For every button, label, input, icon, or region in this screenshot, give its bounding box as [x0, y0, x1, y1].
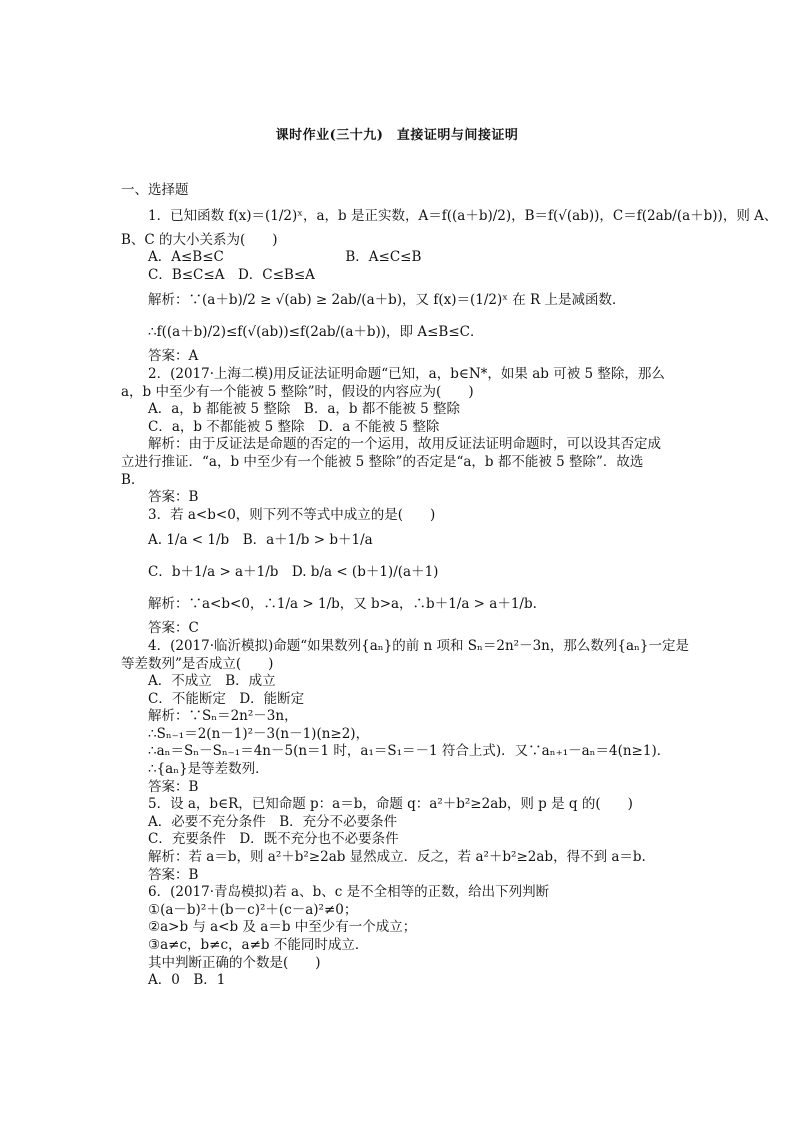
text-line: 答案：B — [148, 489, 199, 506]
text-line: A．A≤B≤C B．A≤C≤B — [148, 249, 422, 266]
text-line: 解析：∵Sₙ＝2n²－3n， — [148, 708, 298, 725]
text-line: B. — [121, 471, 136, 488]
text-line: 答案：C — [148, 620, 199, 637]
text-line: ①(a－b)²＋(b－c)²＋(c－a)²≠0； — [148, 901, 358, 918]
text-line: 立进行推证．“a，b 中至少有一个能被 5 整除”的否定是“a，b 都不能被 5 整除”．故选 — [121, 453, 644, 470]
text-line: B、C 的大小关系为( ) — [121, 231, 278, 248]
text-line: ∴aₙ＝Sₙ－Sₙ₋₁＝4n－5(n＝1 时，a₁＝S₁＝－1 符合上式)．又∵aₙ₊₁－aₙ＝4(n≥1)． — [148, 743, 671, 760]
text-line: 解析：∵(a＋b)/2 ≥ √(ab) ≥ 2ab/(a＋b)，又 f(x)＝(1/2)ˣ 在 R 上是减函数． — [148, 292, 626, 309]
text-line: 6．(2017·青岛模拟)若 a、b、c 是不全相等的正数，给出下列判断 — [148, 884, 550, 901]
text-line: A. 1/a < 1/b B．a＋1/b > b＋1/a — [148, 532, 373, 549]
text-line: A．a，b 都能被 5 整除 B．a，b 都不能被 5 整除 — [148, 401, 460, 418]
text-line: 答案：B — [148, 778, 199, 795]
text-line: 等差数列”是否成立( ) — [121, 655, 274, 672]
text-line: a，b 中至少有一个能被 5 整除”时，假设的内容应为( ) — [121, 383, 474, 400]
text-line: C．不能断定 D．能断定 — [148, 690, 305, 707]
text-line: C．b＋1/a > a＋1/b D. b/a < (b＋1)/(a＋1) — [148, 564, 439, 581]
text-line: 解析：∵a<b<0，∴1/a > 1/b，又 b>a，∴b＋1/a > a＋1/b. — [148, 596, 537, 613]
text-line: C．a，b 不都能被 5 整除 D．a 不能被 5 整除 — [148, 418, 440, 435]
text-line: A．必要不充分条件 B．充分不必要条件 — [148, 813, 398, 830]
text-line: 1．已知函数 f(x)＝(1/2)ˣ，a，b 是正实数，A＝f((a＋b)/2)，B＝f(√(ab))，C＝f(2ab/(a＋b))，则 A、 — [148, 207, 778, 224]
text-line: 答案：A — [148, 348, 199, 365]
document-body — [121, 182, 778, 990]
text-line: ∴{aₙ}是等差数列． — [148, 761, 269, 778]
text-line: 解析：由于反证法是命题的否定的一个运用，故用反证法证明命题时，可以设其否定成 — [148, 436, 661, 453]
text-line: A．0 B．1 — [148, 972, 226, 989]
text-line: ∴f((a＋b)/2)≤f(√(ab))≤f(2ab/(a＋b))，即 A≤B≤C． — [148, 324, 484, 341]
text-line: ②a>b 与 a<b 及 a＝b 中至少有一个成立； — [148, 919, 417, 936]
text-line: A．不成立 B．成立 — [148, 673, 276, 690]
text-line: C．B≤C≤A D．C≤B≤A — [148, 266, 315, 283]
text-line: ∴Sₙ₋₁＝2(n－1)²－3(n－1)(n≥2)， — [148, 725, 370, 742]
text-line: 3．若 a<b<0，则下列不等式中成立的是( ) — [148, 506, 436, 523]
text-line: 一、选择题 — [121, 182, 189, 198]
text-line: C．充要条件 D．既不充分也不必要条件 — [148, 831, 399, 848]
text-line: 4．(2017·临沂模拟)命题“如果数列{aₙ}的前 n 项和 Sₙ＝2n²－3n，那么数列{aₙ}一定是 — [148, 637, 689, 654]
text-line: 其中判断正确的个数是( ) — [148, 954, 321, 971]
text-line: 2．(2017·上海二模)用反证法证明命题“已知，a，b∈N*，如果 ab 可被 5 整除，那么 — [148, 365, 665, 382]
text-line: 5．设 a，b∈R，已知命题 p：a＝b，命题 q：a²＋b²≥2ab，则 p 是 q 的( ) — [148, 796, 633, 813]
page-title: 课时作业(三十九) 直接证明与间接证明 — [275, 128, 519, 143]
text-line: 解析：若 a＝b，则 a²＋b²≥2ab 显然成立．反之，若 a²＋b²≥2ab，得不到 a＝b. — [148, 849, 646, 866]
text-line: ③a≠c，b≠c，a≠b 不能同时成立． — [148, 937, 369, 953]
text-line: 答案：B — [148, 866, 199, 883]
